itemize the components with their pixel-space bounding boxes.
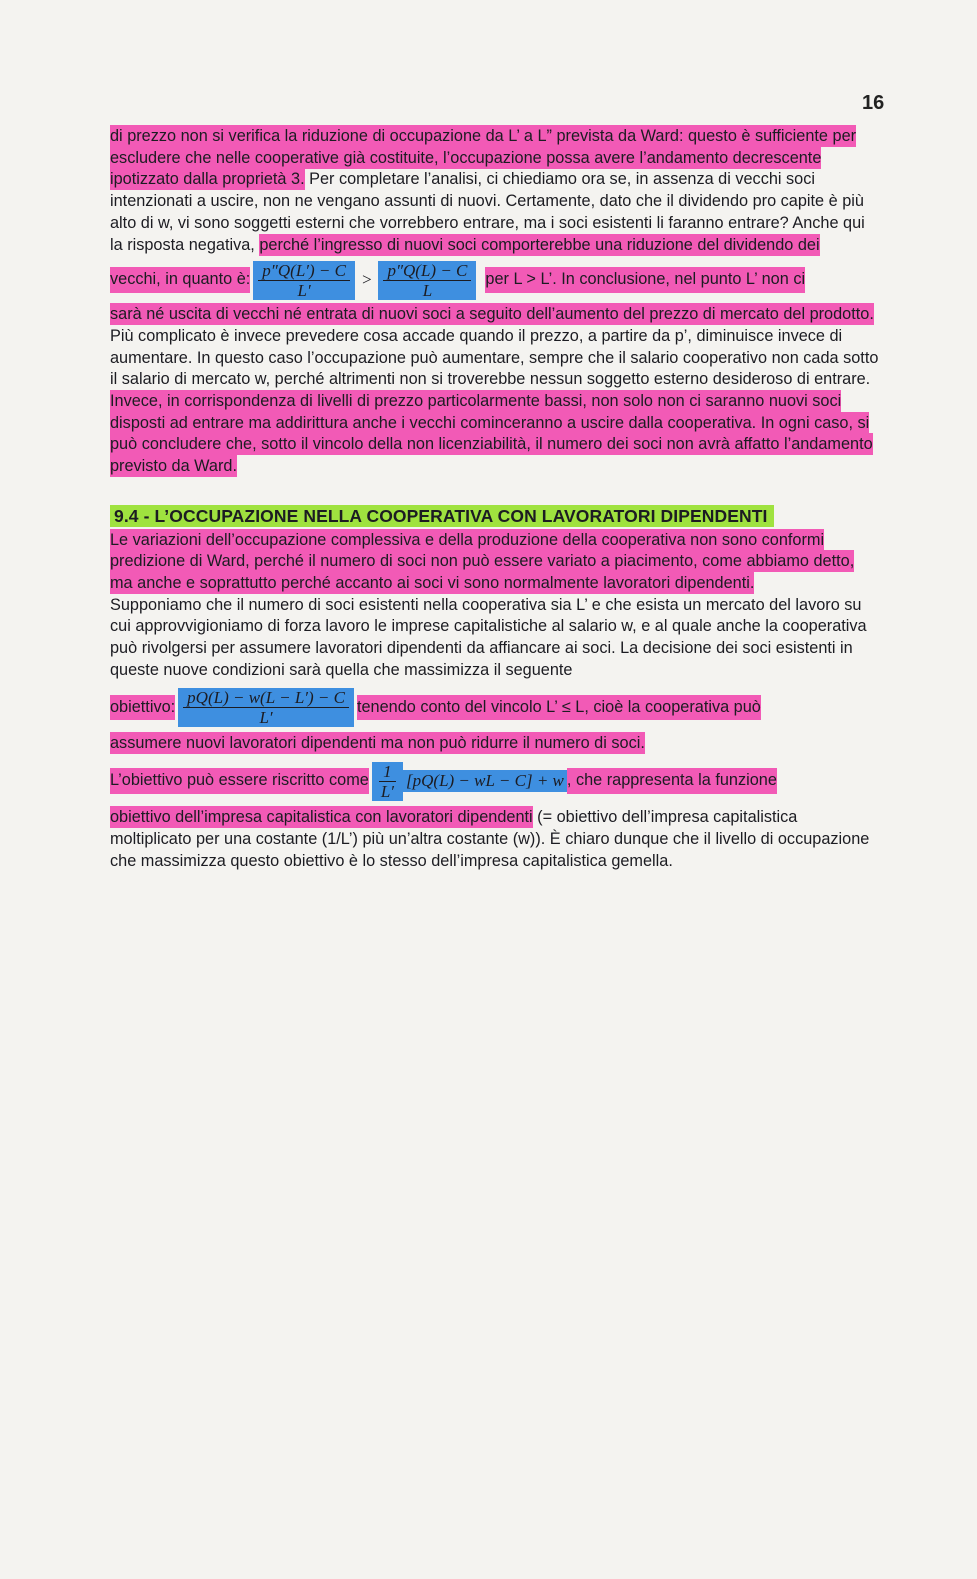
highlighted-text: Invece, in corrispondenza di livelli di prezzo particolarmente bassi, non solo non ci saranno nuovi soci disposti ad entrare ma addirittura anche i vecchi cominceranno a uscire dalla cooperativa. In ogni caso, si può concludere che, sotto il vincolo della non licenziabilità, il numero dei soci non avrà affatto l’andamento previsto da Ward. (110, 392, 873, 476)
body-text: Per completare l’analisi, ci chiediamo ora se, in assenza di vecchi soci intenzionati a uscire, non ne vengano assunti di nuovi. Certamente, dato che il dividendo pro capite è più alto di w, vi sono soggetti esterni che vorrebbero entrare, ma i soci esistenti li faranno entrare? Anche qui la risposta negativa, (110, 170, 865, 254)
fraction-numerator: 1 (379, 762, 396, 782)
fraction-right (378, 261, 476, 300)
formula-line-2 (110, 683, 880, 731)
formula-line-1 (110, 258, 880, 302)
highlighted-text: assumere nuovi lavoratori dipendenti ma non può ridurre il numero di soci. (110, 734, 645, 753)
objective-fraction (178, 688, 354, 727)
page-number: 16 (862, 92, 885, 114)
highlighted-text: sarà né uscita di vecchi né entrata di nuovi soci a seguito dell’aumento del prezzo di mercato del prodotto. (110, 305, 874, 324)
formula-suffix: , che rappresenta la funzione (567, 770, 777, 792)
highlighted-text: di prezzo non si verifica la riduzione di occupazione da L’ a L” prevista da Ward: questo è sufficiente per escludere che nelle cooperative già costituite, l’occupazione possa avere l’andamento decrescente ipotizzato dalla proprietà 3. (110, 127, 857, 189)
fraction-numerator: p″Q(L′) − C (258, 261, 350, 281)
formula-line-3 (110, 757, 880, 805)
coefficient-fraction (372, 762, 403, 801)
body-text: Supponiamo che il numero di soci esistenti nella cooperativa sia L’ e che esista un mercato del lavoro su cui approvvigioniamo di forza lavoro le imprese capitalistiche al salario w, e al quale anche la cooperativa può rivolgersi per assumere lavoratori dipendenti da affiancare ai soci. La decisione dei soci esistenti in queste nuove condizioni sarà quella che massimizza il seguente (110, 595, 867, 679)
formula-prefix: L’obiettivo può essere riscritto come (110, 770, 369, 792)
fraction-denominator: L′ (259, 707, 273, 727)
objective-expression: [pQ(L) − wL − C] + w (403, 770, 567, 792)
fraction-denominator: L′ (380, 781, 395, 801)
formula-suffix: tenendo conto del vincolo L’ ≤ L, cioè la cooperativa può (357, 697, 761, 719)
paragraph-6 (110, 807, 880, 872)
body-text: Più complicato è invece prevedere cosa accade quando il prezzo, a partire da p’, diminuisce invece di aumentare. In questo caso l’occupazione può aumentare, sempre che il salario cooperativo non cada sotto il salario di mercato w, perché altrimenti non si troverebbe nessun soggetto esterno desideroso di entrare. (110, 326, 879, 389)
fraction-denominator: L (422, 280, 433, 300)
highlighted-text: perché l’ingresso di nuovi soci comporterebbe una riduzione del dividendo dei (259, 235, 820, 254)
formula-prefix: vecchi, in quanto è: (110, 269, 250, 291)
formula-prefix: obiettivo: (110, 697, 175, 719)
inequality-operator: > (360, 270, 373, 290)
paragraph-4 (110, 595, 880, 682)
fraction-numerator: p″Q(L) − C (383, 261, 471, 281)
paragraph-3 (110, 530, 880, 595)
highlighted-text: Le variazioni dell’occupazione complessiva e della produzione della cooperativa non sono conformi predizione di Ward, perché il numero di soci non può essere variato a piacimento, come abbiamo detto, ma anche e soprattutto perché accanto ai soci vi sono normalmente lavoratori dipendenti. (110, 530, 855, 592)
document-body (110, 126, 880, 872)
paragraph-1 (110, 126, 880, 256)
section-title: 9.4 - L’OCCUPAZIONE NELLA COOPERATIVA CON LAVORATORI DIPENDENTI (110, 505, 774, 527)
highlighted-text: obiettivo dell’impresa capitalistica con lavoratori dipendenti (110, 808, 533, 827)
fraction-denominator: L′ (297, 280, 311, 300)
paragraph-5 (110, 733, 880, 755)
fraction-numerator: pQ(L) − w(L − L′) − C (183, 688, 349, 708)
paragraph-2 (110, 304, 880, 478)
body-text: (= obiettivo dell’impresa capitalistica moltiplicato per una costante (1/L’) più un’altra costante (w)). È chiaro dunque che il livello di occupazione che massimizza questo obiettivo è lo stesso dell’impresa capitalistica gemella. (110, 808, 870, 870)
fraction-left (253, 261, 355, 300)
formula-suffix: per L > L’. In conclusione, nel punto L’ non ci (485, 269, 805, 291)
section-heading (110, 506, 880, 528)
